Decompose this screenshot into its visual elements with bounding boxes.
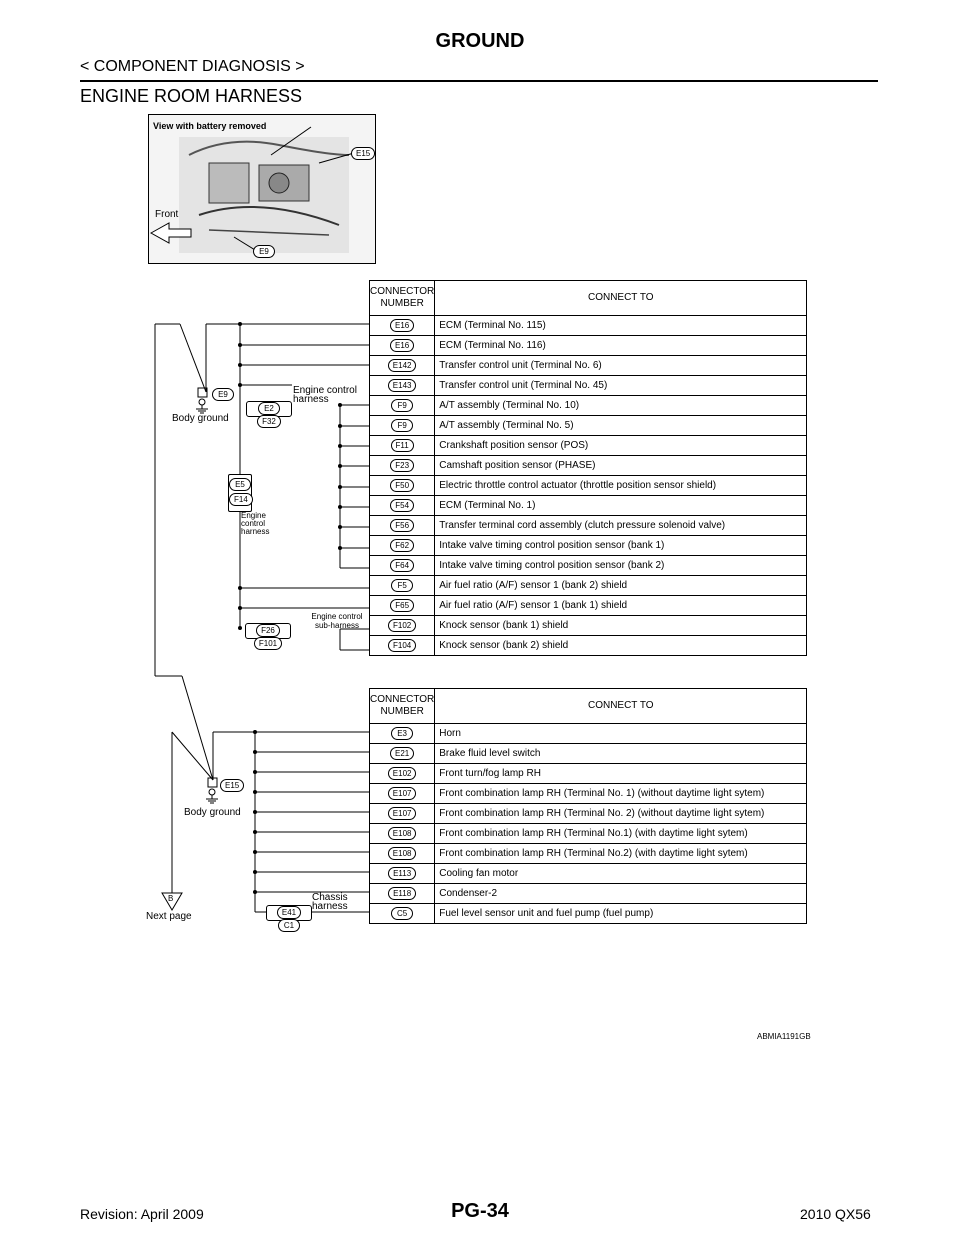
harness-connector-group-2	[228, 474, 252, 512]
table-row	[370, 616, 807, 636]
table-row	[370, 416, 807, 436]
table-header-row	[370, 281, 807, 316]
table-row	[370, 844, 807, 864]
connector-badge: E118	[388, 887, 416, 900]
connector-badge: F9	[391, 399, 413, 412]
connector-badge: F54	[390, 499, 414, 512]
connector-number-cell	[370, 376, 435, 396]
connect-to-cell: Brake fluid level switch	[435, 744, 807, 764]
table-row	[370, 804, 807, 824]
table-row	[370, 724, 807, 744]
connector-number-cell	[370, 576, 435, 596]
connector-number-cell	[370, 784, 435, 804]
connector-number-cell	[370, 436, 435, 456]
footer-model: 2010 QX56	[800, 1206, 871, 1222]
connector-number-cell	[370, 396, 435, 416]
connector-number-cell	[370, 516, 435, 536]
photo-connector-e15: E15	[351, 147, 375, 160]
header-connect-to: CONNECT TO	[435, 689, 807, 724]
connect-to-cell: Front combination lamp RH (Terminal No.1) (with daytime light sytem)	[435, 824, 807, 844]
photo-front-label: Front	[155, 209, 179, 220]
connector-badge: F11	[391, 439, 414, 452]
harness-connector-group-1	[246, 401, 292, 426]
connector-number-cell	[370, 804, 435, 824]
connect-to-cell: Intake valve timing control position sensor (bank 2)	[435, 556, 807, 576]
table-row	[370, 636, 807, 656]
connect-to-cell: Transfer terminal cord assembly (clutch pressure solenoid valve)	[435, 516, 807, 536]
header-connector-number: CONNECTOR NUMBER	[370, 281, 435, 316]
table-row	[370, 336, 807, 356]
connector-badge: E143	[388, 379, 417, 392]
next-page-marker: B	[168, 894, 174, 903]
engine-control-subharness-label: Engine control sub-harness	[311, 612, 363, 630]
chassis-connector-group	[266, 905, 312, 930]
section-breadcrumb: < COMPONENT DIAGNOSIS >	[80, 58, 305, 75]
connect-to-cell: ECM (Terminal No. 116)	[435, 336, 807, 356]
connect-to-cell: ECM (Terminal No. 115)	[435, 316, 807, 336]
engine-control-harness-label: Engine control harness	[293, 385, 357, 405]
connector-badge: E16	[390, 319, 414, 332]
connector-number-cell	[370, 864, 435, 884]
subharness-connector-group	[245, 623, 291, 648]
photo-connector-e9: E9	[253, 245, 275, 258]
connector-badge: F50	[390, 479, 414, 492]
connector-number-cell	[370, 496, 435, 516]
connector-number-cell	[370, 636, 435, 656]
table-row	[370, 496, 807, 516]
connector-badge: E108	[388, 827, 417, 840]
section-subtitle: ENGINE ROOM HARNESS	[80, 86, 303, 106]
connect-to-cell: Intake valve timing control position sensor (bank 1)	[435, 536, 807, 556]
connector-badge: E21	[390, 747, 414, 760]
connector-number-cell	[370, 476, 435, 496]
connector-e2: E2	[258, 402, 280, 415]
connector-badge: E16	[390, 339, 414, 352]
connect-to-cell: Air fuel ratio (A/F) sensor 1 (bank 1) shield	[435, 596, 807, 616]
connector-number-cell	[370, 336, 435, 356]
ground-connector-e15: E15	[220, 779, 244, 792]
connector-badge: E102	[388, 767, 417, 780]
connect-to-cell: Front combination lamp RH (Terminal No.2) (with daytime light sytem)	[435, 844, 807, 864]
connector-c1: C1	[278, 919, 300, 932]
connect-to-cell: Front turn/fog lamp RH	[435, 764, 807, 784]
connect-to-cell: Electric throttle control actuator (throttle position sensor shield)	[435, 476, 807, 496]
connector-e5: E5	[229, 478, 251, 491]
connect-to-cell: Transfer control unit (Terminal No. 45)	[435, 376, 807, 396]
connector-number-cell	[370, 596, 435, 616]
table-row	[370, 864, 807, 884]
table-row	[370, 556, 807, 576]
table-row	[370, 476, 807, 496]
connect-to-cell: Transfer control unit (Terminal No. 6)	[435, 356, 807, 376]
header-connector-number: CONNECTOR NUMBER	[370, 689, 435, 724]
next-page-label: Next page	[146, 911, 192, 922]
connector-badge: E142	[388, 359, 417, 372]
page-number: PG-34	[451, 1200, 509, 1222]
connector-number-cell	[370, 764, 435, 784]
connect-to-cell: Condenser-2	[435, 884, 807, 904]
connector-badge: E108	[388, 847, 417, 860]
connect-to-cell: A/T assembly (Terminal No. 10)	[435, 396, 807, 416]
table-row	[370, 884, 807, 904]
photo-caption: View with battery removed	[153, 121, 267, 131]
connector-badge: F104	[388, 639, 416, 652]
chassis-harness-label: Chassis harness	[312, 892, 348, 912]
connector-number-cell	[370, 356, 435, 376]
connector-e41: E41	[277, 906, 301, 919]
connector-number-cell	[370, 904, 435, 924]
table-row	[370, 436, 807, 456]
engine-control-harness-label-2: Engine control harness	[241, 511, 270, 536]
ground-connector-e9: E9	[212, 388, 234, 401]
connector-badge: E107	[388, 787, 417, 800]
table-row	[370, 536, 807, 556]
table-row	[370, 356, 807, 376]
connect-to-cell: Front combination lamp RH (Terminal No. 1) (without daytime light sytem)	[435, 784, 807, 804]
table-row	[370, 316, 807, 336]
connector-badge: F23	[390, 459, 414, 472]
connector-badge: F65	[390, 599, 414, 612]
footer-revision: Revision: April 2009	[80, 1206, 204, 1222]
connector-number-cell	[370, 884, 435, 904]
connect-to-cell: A/T assembly (Terminal No. 5)	[435, 416, 807, 436]
connector-badge: F64	[390, 559, 414, 572]
table-header-row	[370, 689, 807, 724]
connect-to-cell: ECM (Terminal No. 1)	[435, 496, 807, 516]
connector-number-cell	[370, 724, 435, 744]
connector-badge: E113	[388, 867, 416, 880]
table-row	[370, 824, 807, 844]
table-row	[370, 376, 807, 396]
connector-number-cell	[370, 824, 435, 844]
table-row	[370, 576, 807, 596]
connector-badge: E107	[388, 807, 417, 820]
ground-connector-table-2	[369, 688, 807, 924]
table-row	[370, 396, 807, 416]
connector-badge: F9	[391, 419, 413, 432]
connector-number-cell	[370, 556, 435, 576]
ground-connector-table-1	[369, 280, 807, 656]
connector-number-cell	[370, 616, 435, 636]
connect-to-cell: Air fuel ratio (A/F) sensor 1 (bank 2) shield	[435, 576, 807, 596]
table-row	[370, 516, 807, 536]
table-row	[370, 764, 807, 784]
connector-number-cell	[370, 844, 435, 864]
body-ground-label-1: Body ground	[172, 413, 229, 424]
connect-to-cell: Camshaft position sensor (PHASE)	[435, 456, 807, 476]
connector-number-cell	[370, 316, 435, 336]
connector-number-cell	[370, 416, 435, 436]
table-row	[370, 784, 807, 804]
connector-number-cell	[370, 744, 435, 764]
connector-number-cell	[370, 536, 435, 556]
connect-to-cell: Knock sensor (bank 2) shield	[435, 636, 807, 656]
connect-to-cell: Knock sensor (bank 1) shield	[435, 616, 807, 636]
body-ground-label-2: Body ground	[184, 807, 241, 818]
connect-to-cell: Horn	[435, 724, 807, 744]
figure-code: ABMIA1191GB	[757, 1032, 811, 1041]
table-row	[370, 744, 807, 764]
connect-to-cell: Fuel level sensor unit and fuel pump (fuel pump)	[435, 904, 807, 924]
connector-f14: F14	[229, 493, 253, 506]
connector-badge: F62	[390, 539, 414, 552]
connect-to-cell: Cooling fan motor	[435, 864, 807, 884]
connector-badge: E3	[391, 727, 413, 740]
connector-f26: F26	[256, 624, 280, 637]
table-row	[370, 596, 807, 616]
connector-badge: F56	[390, 519, 414, 532]
connect-to-cell: Crankshaft position sensor (POS)	[435, 436, 807, 456]
connector-number-cell	[370, 456, 435, 476]
connect-to-cell: Front combination lamp RH (Terminal No. 2) (without daytime light sytem)	[435, 804, 807, 824]
table-row	[370, 904, 807, 924]
connector-f32: F32	[257, 415, 281, 428]
connector-badge: F102	[388, 619, 416, 632]
table-row	[370, 456, 807, 476]
page-title: GROUND	[435, 30, 525, 52]
header-connect-to: CONNECT TO	[435, 281, 807, 316]
connector-badge: C5	[391, 907, 413, 920]
connector-badge: F5	[391, 579, 413, 592]
connector-f101: F101	[254, 637, 282, 650]
